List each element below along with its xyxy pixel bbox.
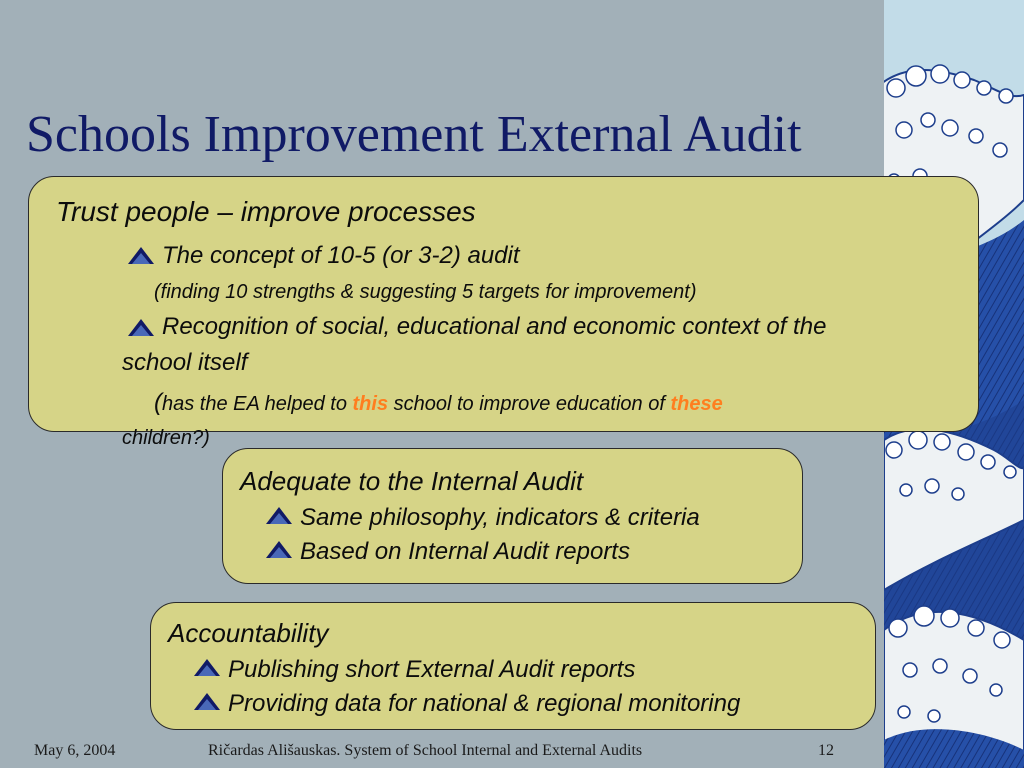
- flag-pennant-icon: [264, 504, 294, 526]
- same-philosophy-item: Same philosophy, indicators & criteria: [300, 504, 700, 531]
- internal-audit-heading: Adequate to the Internal Audit: [240, 466, 584, 496]
- concept-audit-item: The concept of 10-5 (or 3-2) audit: [162, 242, 520, 269]
- question-part1: has the EA helped to: [162, 393, 353, 415]
- question-highlight-this: this: [352, 393, 389, 415]
- recognition-item-line2: school itself: [122, 349, 248, 376]
- providing-data-item: Providing data for national & regional monitoring: [228, 690, 741, 717]
- trust-people-heading: Trust people – improve processes: [56, 196, 476, 227]
- footer-page-number: 12: [818, 742, 834, 759]
- flag-pennant-icon: [192, 656, 222, 678]
- question-paren: (: [154, 389, 162, 416]
- question-line: [154, 389, 723, 417]
- recognition-item-line1: Recognition of social, educational and economic context of the: [162, 313, 827, 340]
- flag-pennant-icon: [192, 690, 222, 712]
- based-on-reports-item: Based on Internal Audit reports: [300, 538, 630, 565]
- publishing-reports-item: Publishing short External Audit reports: [228, 656, 636, 683]
- accountability-heading: Accountability: [168, 618, 329, 648]
- concept-audit-subtext: (finding 10 strengths & suggesting 5 targets for improvement): [154, 281, 697, 303]
- flag-pennant-icon: [264, 538, 294, 560]
- flag-pennant-icon: [126, 244, 156, 266]
- footer-author-title: Ričardas Ališauskas. System of School Internal and External Audits: [208, 742, 643, 759]
- question-line2: children?): [122, 427, 210, 449]
- question-highlight-these: these: [670, 393, 723, 415]
- slide-title: Schools Improvement External Audit: [26, 106, 802, 163]
- flag-pennant-icon: [126, 316, 156, 338]
- footer-date: May 6, 2004: [34, 742, 116, 759]
- question-part2: school to improve education of: [388, 393, 671, 415]
